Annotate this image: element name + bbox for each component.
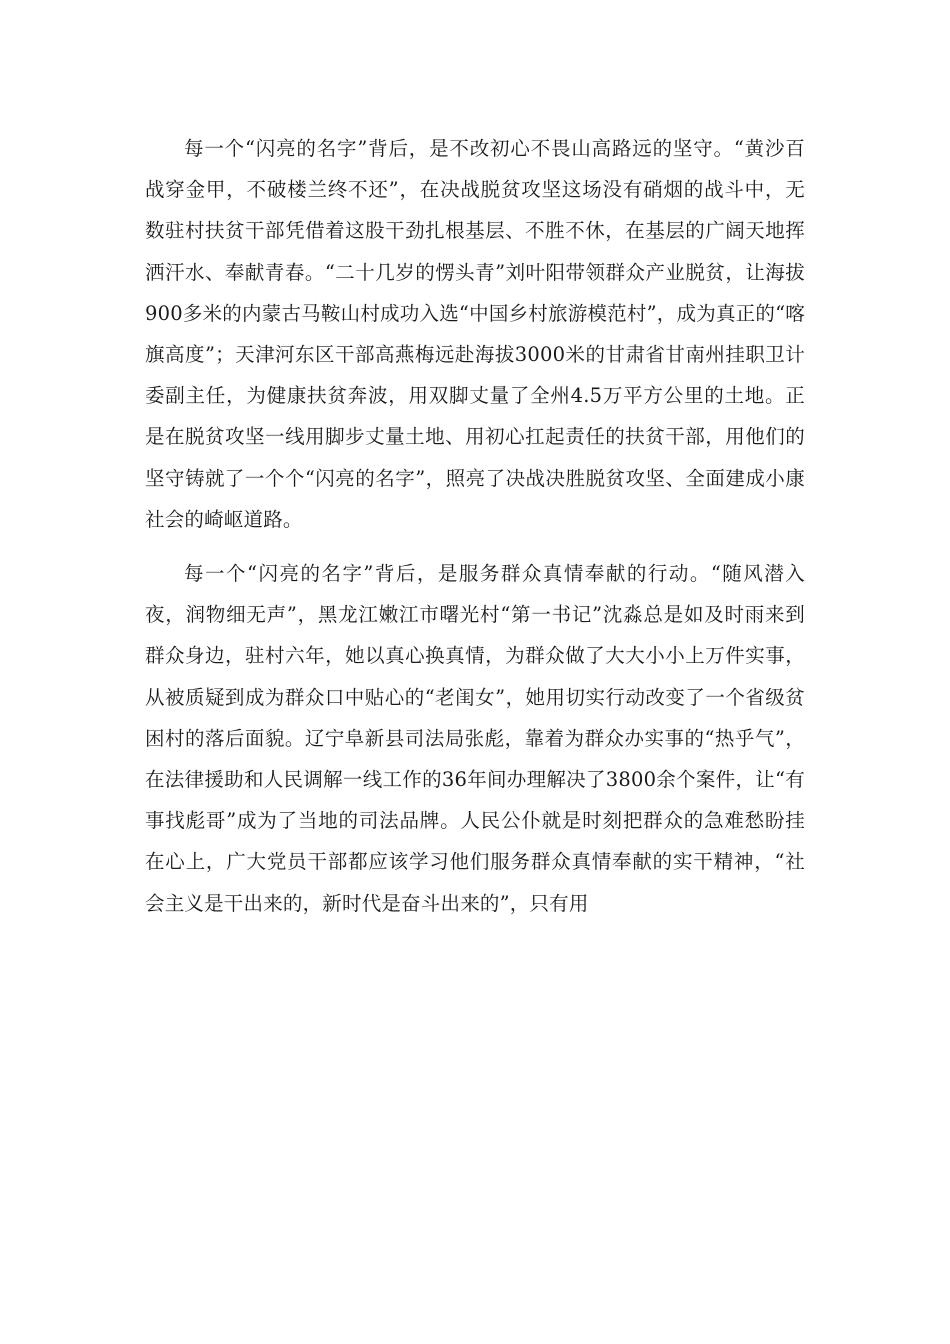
document-body [145, 128, 805, 924]
paragraph-2: 每一个“闪亮的名字”背后，是服务群众真情奉献的行动。“随风潜入夜，润物细无声”，黑龙江嫩江市曙光村“第一书记”沈淼总是如及时雨来到群众身边，驻村六年，她以真心换真情，为群众做了大大小小上万件实事，从被质疑到成为群众口中贴心的“老闺女”，她用切实行动改变了一个省级贫困村的落后面貌。辽宁阜新县司法局张彪，靠着为群众办实事的“热乎气”，在法律援助和人民调解一线工作的36年间办理解决了3800余个案件，让“有事找彪哥”成为了当地的司法品牌。人民公仆就是时刻把群众的急难愁盼挂在心上，广大党员干部都应该学习他们服务群众真情奉献的实干精神，“社会主义是干出来的，新时代是奋斗出来的”，只有用 [145, 562, 805, 915]
paragraph-1: 每一个“闪亮的名字”背后，是不改初心不畏山高路远的坚守。“黄沙百战穿金甲，不破楼兰终不还”，在决战脱贫攻坚这场没有硝烟的战斗中，无数驻村扶贫干部凭借着这股干劲扎根基层、不胜不休，在基层的广阔天地挥洒汗水、奉献青春。“二十几岁的愣头青”刘叶阳带领群众产业脱贫，让海拔900多米的内蒙古马鞍山村成功入选“中国乡村旅游模范村”，成为真正的“喀旗高度”；天津河东区干部高燕梅远赴海拔3000米的甘肃省甘南州挂职卫计委副主任，为健康扶贫奔波，用双脚丈量了全州4.5万平方公里的土地。正是在脱贫攻坚一线用脚步丈量土地、用初心扛起责任的扶贫干部，用他们的坚守铸就了一个个“闪亮的名字”，照亮了决战决胜脱贫攻坚、全面建成小康社会的崎岖道路。 [145, 137, 805, 531]
